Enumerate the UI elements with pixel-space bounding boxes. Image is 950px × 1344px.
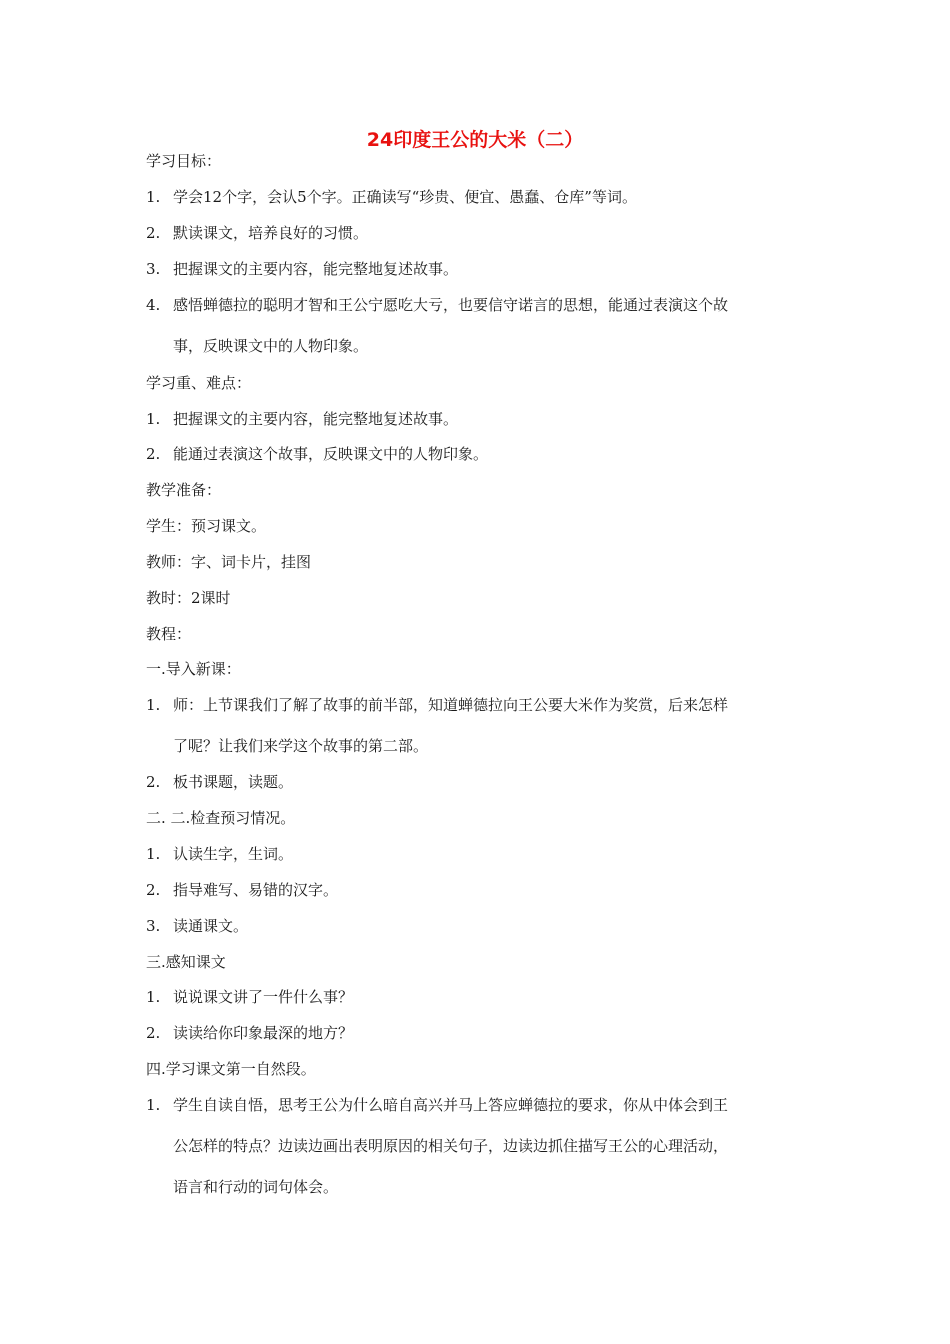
item-text: 读通课文。 [173, 917, 249, 935]
item-text: 认读生字，生词。 [173, 845, 294, 863]
section3-heading: 三.感知课文 [146, 953, 226, 971]
item-number: 2. [146, 773, 161, 791]
item-number: 1. [146, 988, 161, 1006]
item-text: 把握课文的主要内容，能完整地复述故事。 [173, 410, 459, 428]
item-number: 2. [146, 445, 161, 463]
item-text: 板书课题，读题。 [173, 773, 294, 791]
section4-heading: 四.学习课文第一自然段。 [146, 1060, 316, 1078]
item-text: 把握课文的主要内容，能完整地复述故事。 [173, 260, 459, 278]
item-number: 1. [146, 696, 161, 714]
item-continuation: 了呢？让我们来学这个故事的第二部。 [173, 737, 429, 755]
preparation-heading: 教学准备： [146, 481, 222, 499]
section3-item [146, 1023, 353, 1043]
item-number: 4. [146, 296, 161, 314]
item-number: 3. [146, 917, 161, 935]
section2-item [146, 880, 338, 900]
item-continuation: 语言和行动的词句体会。 [173, 1178, 339, 1196]
item-text: 感悟蝉德拉的聪明才智和王公宁愿吃大亏，也要信守诺言的思想，能通过表演这个故 [173, 296, 729, 314]
item-text: 指导难写、易错的汉字。 [173, 881, 339, 899]
key-points-heading: 学习重、难点： [146, 374, 252, 392]
teaching-periods: 教时：2课时 [146, 589, 231, 607]
process-heading: 教程： [146, 625, 192, 643]
objectives-heading: 学习目标： [146, 152, 222, 170]
item-continuation: 公怎样的特点？边读边画出表明原因的相关句子，边读边抓住描写王公的心理活动， [173, 1137, 729, 1155]
item-number: 1. [146, 845, 161, 863]
item-text: 读读给你印象最深的地方？ [173, 1024, 354, 1042]
section3-item [146, 987, 353, 1007]
item-continuation: 事，反映课文中的人物印象。 [173, 337, 369, 355]
item-number: 2. [146, 1024, 161, 1042]
section1-heading: 一.导入新课： [146, 660, 241, 678]
section2-item [146, 916, 248, 936]
section2-heading: 二. 二.检查预习情况。 [146, 809, 296, 827]
item-number: 1. [146, 410, 161, 428]
preparation-student: 学生：预习课文。 [146, 517, 267, 535]
section1-item [146, 772, 293, 792]
item-number: 3. [146, 260, 161, 278]
item-text: 学生自读自悟，思考王公为什么暗自高兴并马上答应蝉德拉的要求，你从中体会到王 [173, 1096, 729, 1114]
objective-item [146, 223, 368, 243]
preparation-teacher: 教师：字、词卡片，挂图 [146, 553, 312, 571]
objective-item [146, 295, 728, 315]
section4-item [146, 1095, 728, 1115]
item-text: 默读课文，培养良好的习惯。 [173, 224, 369, 242]
item-number: 1. [146, 188, 161, 206]
item-text: 说说课文讲了一件什么事？ [173, 988, 354, 1006]
key-point-item [146, 409, 458, 429]
objective-item [146, 259, 458, 279]
item-text: 学会12个字，会认5个字。正确读写“珍贵、便宜、愚蠢、仓库”等词。 [173, 188, 637, 206]
objective-item [146, 187, 637, 207]
item-number: 2. [146, 224, 161, 242]
item-text: 能通过表演这个故事，反映课文中的人物印象。 [173, 445, 489, 463]
document-title: 24印度王公的大米（二） [366, 129, 584, 151]
item-number: 1. [146, 1096, 161, 1114]
section2-item [146, 844, 293, 864]
item-text: 师：上节课我们了解了故事的前半部，知道蝉德拉向王公要大米作为奖赏，后来怎样 [173, 696, 729, 714]
item-number: 2. [146, 881, 161, 899]
key-point-item [146, 444, 488, 464]
section1-item [146, 695, 728, 715]
